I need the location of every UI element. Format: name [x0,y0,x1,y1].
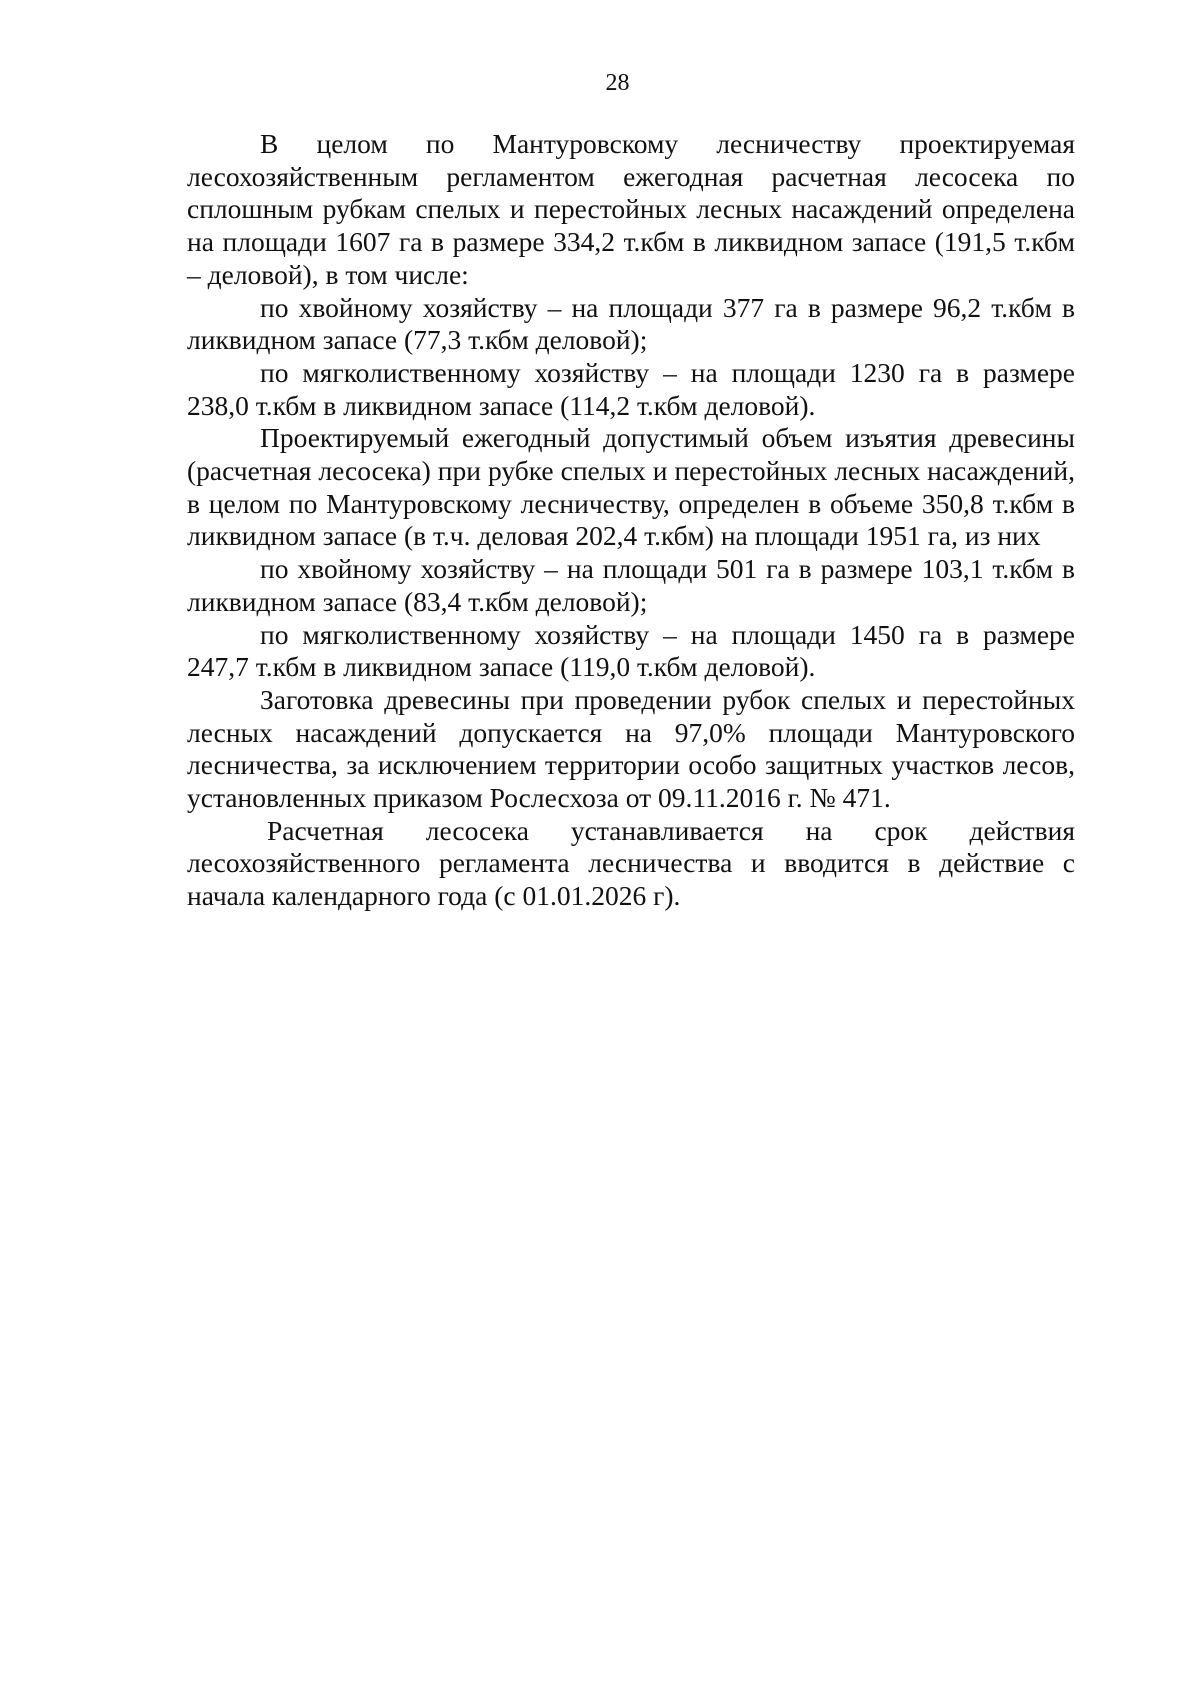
paragraph-coniferous-clearcut: по хвойному хозяйству – на площади 377 га в размере 96,2 т.кбм в ликвидном запасе (77,3 т.кбм деловой); [187,291,1075,356]
page-number: 28 [605,70,630,96]
paragraph-coniferous-allowable-cut: по хвойному хозяйству – на площади 501 га в размере 103,1 т.кбм в ликвидном запасе (83,4 т.кбм деловой); [187,553,1075,617]
paragraph-harvest-area: Заготовка древесины при проведении рубок спелых и перестойных лесных насаждений допускается на 97,0% площади Мантуровского лесничества, за исключением территории особо защитных участков лесов, установленных приказом Рослесхоза от 09.11.2016 г. № 471. [187,683,1075,814]
paragraph-total-clearcut: В целом по Мантуровскому лесничеству проектируемая лесохозяйственным регламентом ежегодная расчетная лесосека по сплошным рубкам спелых и перестойных лесных насаждений определена на площади 1607 га в размере 334,2 т.кбм в ликвидном запасе (191,5 т.кбм – деловой), в том числе: [187,128,1075,290]
paragraph-softwood-clearcut: по мягколиственному хозяйству – на площади 1230 га в размере 238,0 т.кбм в ликвидном запасе (114,2 т.кбм деловой). [187,356,1075,421]
document-body [187,128,1075,913]
paragraph-softwood-allowable-cut: по мягколиственному хозяйству – на площади 1450 га в размере 247,7 т.кбм в ликвидном запасе (119,0 т.кбм деловой). [187,618,1075,683]
paragraph-total-allowable-cut: Проектируемый ежегодный допустимый объем изъятия древесины (расчетная лесосека) при рубке спелых и перестойных лесных насаждений, в целом по Мантуровскому лесничеству, определен в объеме 350,8 т.кбм в ликвидном запасе (в т.ч. деловая 202,4 т.кбм) на площади 1951 га, из них [187,422,1075,552]
paragraph-validity-period: Расчетная лесосека устанавливается на срок действия лесохозяйственного регламента лесничества и вводится в действие с начала календарного года (с 01.01.2026 г). [187,814,1075,912]
